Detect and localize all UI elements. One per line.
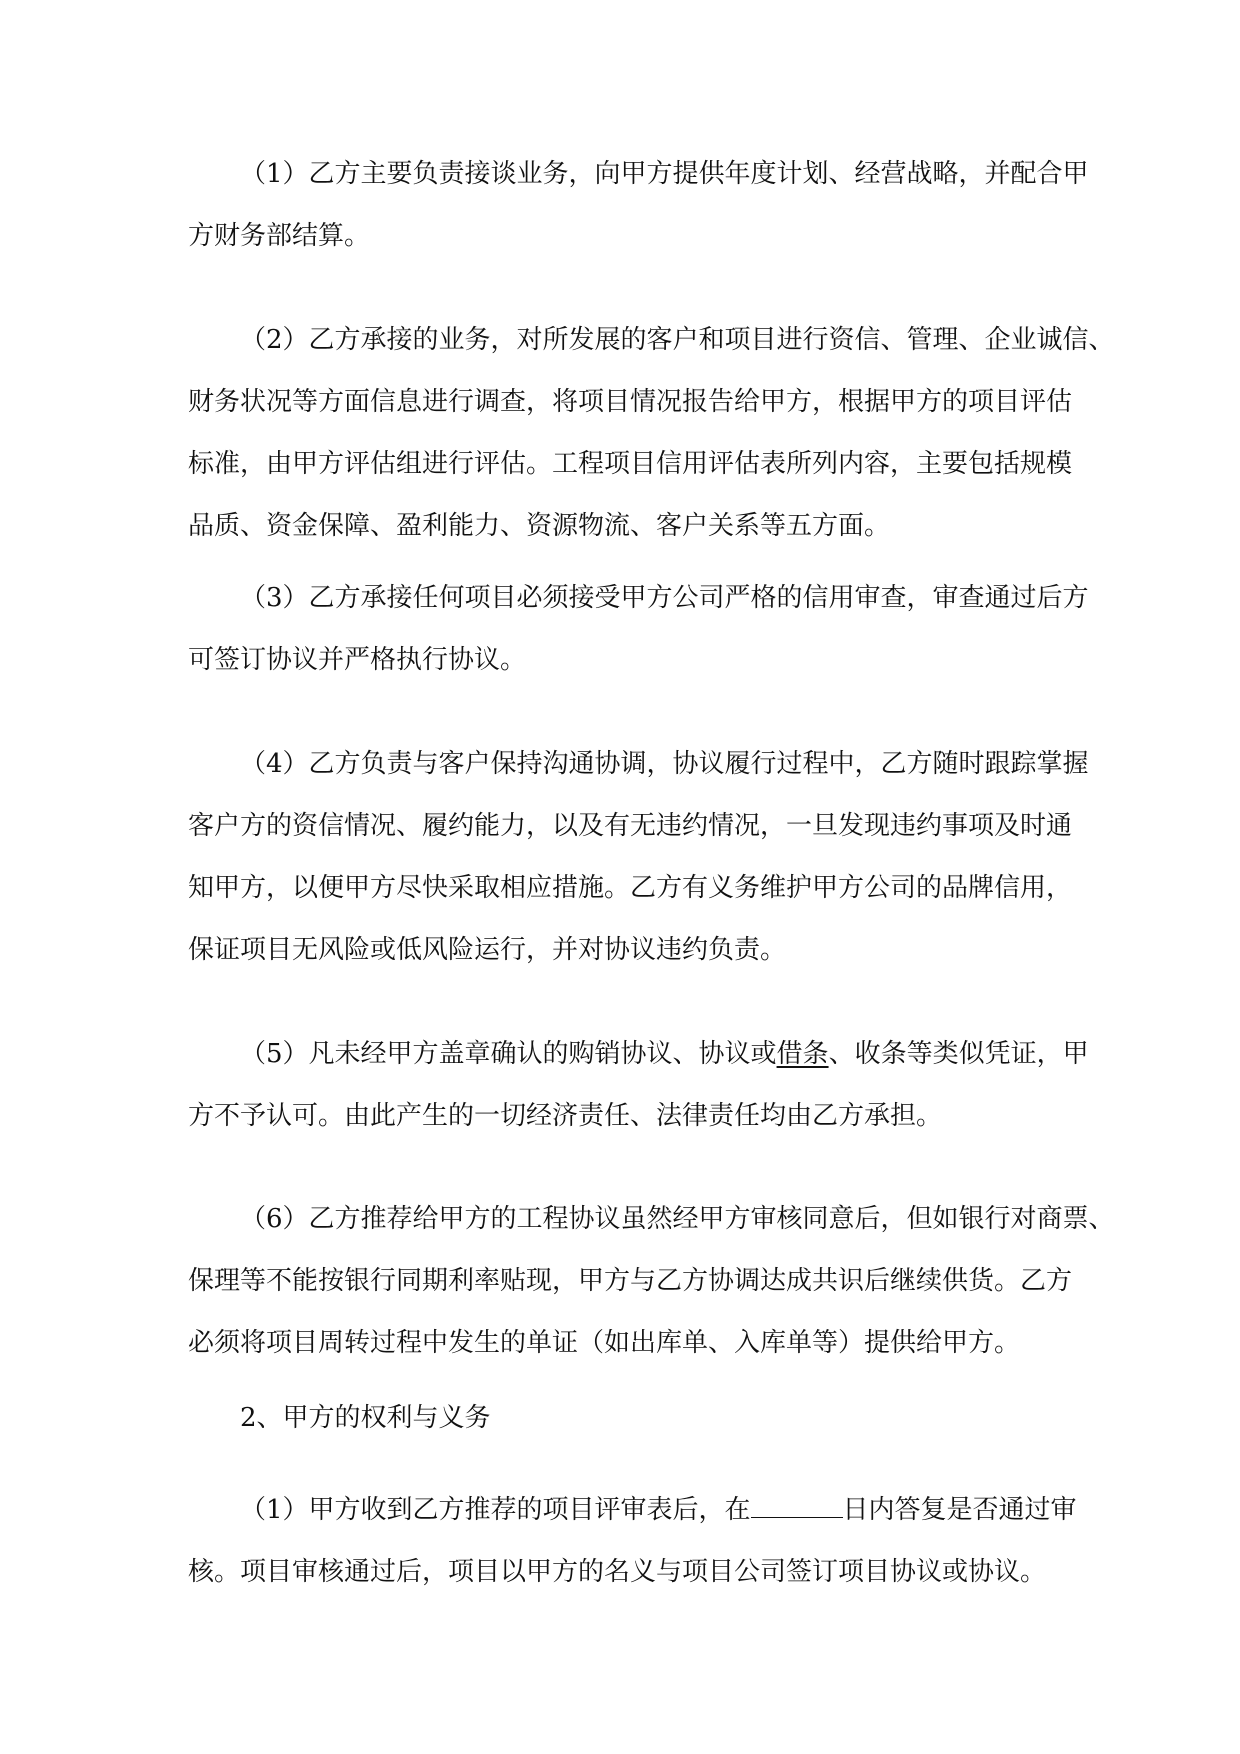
text-segment: 日内答复是否通过审 [842,1495,1077,1525]
text-line: 方不予认可。由此产生的一切经济责任、法律责任均由乙方承担。 [188,1101,943,1131]
text-line: 知甲方，以便甲方尽快采取相应措施。乙方有义务维护甲方公司的品牌信用， [188,873,1073,903]
text-segment: （5）凡未经甲方盖章确认的购销协议、协议或 [240,1039,777,1069]
text-segment: 、收条等类似凭证，甲 [828,1039,1089,1069]
text-line: （6）乙方推荐给甲方的工程协议虽然经甲方审核同意后，但如银行对商票、 [240,1204,1115,1234]
text-segment: （1）甲方收到乙方推荐的项目评审表后，在 [240,1495,751,1525]
text-line: 财务状况等方面信息进行调查，将项目情况报告给甲方，根据甲方的项目评估 [188,387,1073,417]
text-line: 保理等不能按银行同期利率贴现，甲方与乙方协调达成共识后继续供货。乙方 [188,1266,1073,1296]
fill-in-blank [751,1495,843,1518]
text-line [240,1038,1089,1070]
text-line: 可签订协议并严格执行协议。 [188,645,527,675]
text-line: 核。项目审核通过后，项目以甲方的名义与项目公司签订项目协议或协议。 [188,1557,1047,1587]
text-line: 标准，由甲方评估组进行评估。工程项目信用评估表所列内容，主要包括规模 [188,449,1073,479]
text-line: （4）乙方负责与客户保持沟通协调，协议履行过程中，乙方随时跟踪掌握 [240,749,1089,779]
text-line: （1）乙方主要负责接谈业务，向甲方提供年度计划、经营战略，并配合甲 [240,159,1089,189]
text-line: 保证项目无风险或低风险运行，并对协议违约负责。 [188,935,787,965]
text-line: 客户方的资信情况、履约能力，以及有无违约情况，一旦发现违约事项及时通 [188,811,1073,841]
heading-text: 2、甲方的权利与义务 [240,1403,491,1433]
text-line: （3）乙方承接任何项目必须接受甲方公司严格的信用审查，审查通过后方 [240,583,1089,613]
text-line: 必须将项目周转过程中发生的单证（如出库单、入库单等）提供给甲方。 [188,1328,1021,1358]
text-line [240,1494,1077,1526]
text-line: （2）乙方承接的业务，对所发展的客户和项目进行资信、管理、企业诚信、 [240,325,1115,355]
text-line: 品质、资金保障、盈利能力、资源物流、客户关系等五方面。 [188,511,891,541]
underlined-term: 借条 [776,1039,829,1069]
text-line: 方财务部结算。 [188,221,371,251]
